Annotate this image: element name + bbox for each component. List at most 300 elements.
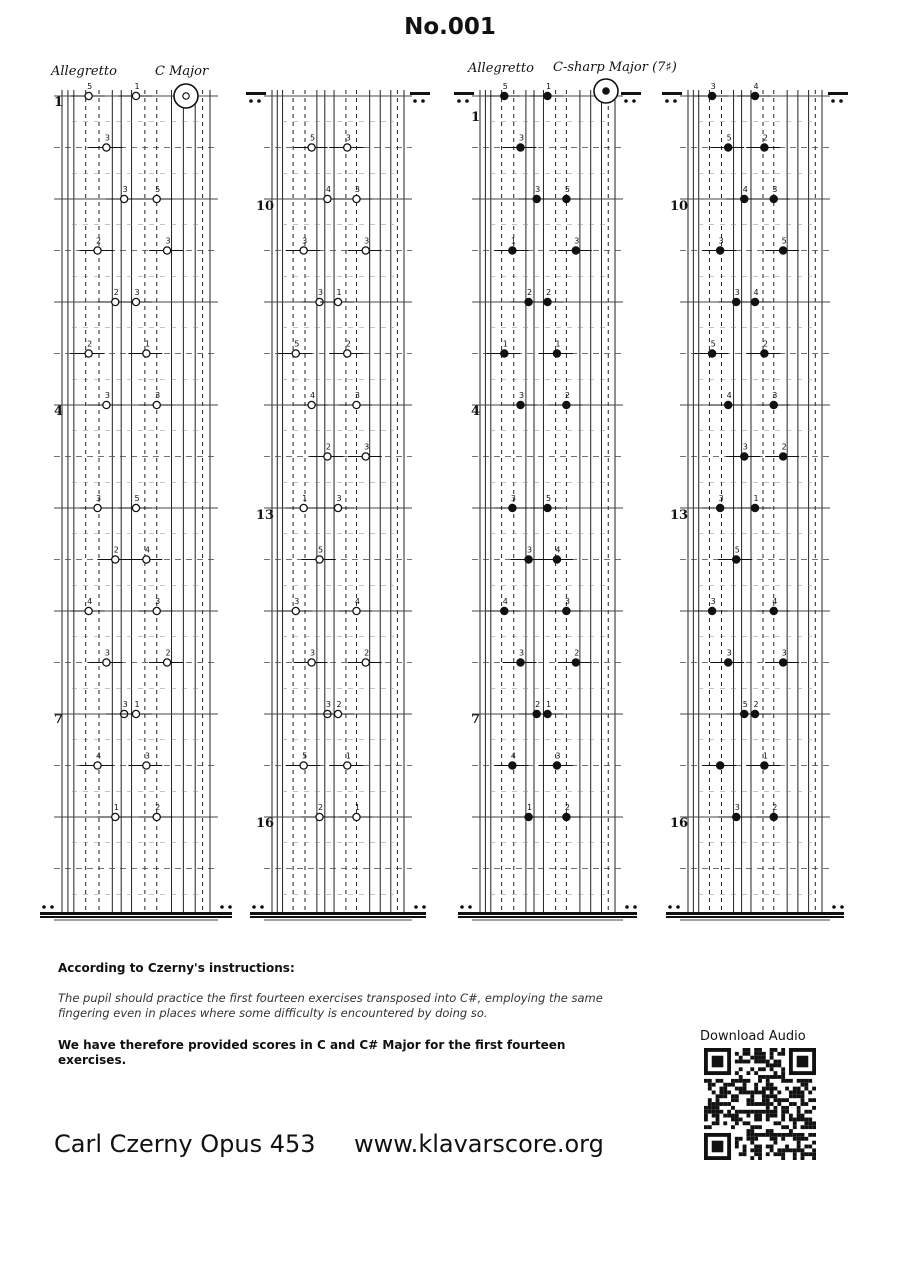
fingering-number: 2: [545, 288, 552, 297]
final-barline: [666, 916, 844, 918]
black-note: [572, 659, 579, 666]
fingering-number: 3: [364, 236, 370, 246]
fingering-number: 1: [144, 339, 150, 349]
repeat-dot: [457, 99, 461, 103]
final-barline: [458, 912, 637, 915]
black-note: [725, 401, 732, 408]
qr-module: [735, 1121, 739, 1125]
fingering-number: 3: [122, 185, 128, 194]
fingering-number: 5: [134, 494, 140, 503]
qr-module: [743, 1110, 747, 1114]
qr-module: [774, 1133, 778, 1137]
qr-module: [766, 1118, 770, 1122]
qr-module: [758, 1110, 762, 1114]
page-title: No.001: [404, 14, 496, 40]
black-note: [733, 556, 740, 563]
white-note: [344, 762, 351, 769]
qr-module: [704, 1125, 708, 1129]
final-barline: [40, 916, 232, 918]
qr-module: [797, 1137, 801, 1141]
black-note: [517, 401, 524, 408]
qr-module: [754, 1060, 758, 1064]
black-note: [741, 195, 748, 202]
key-label-csharp: C-sharp Major (7♯): [553, 60, 677, 75]
qr-module: [797, 1110, 801, 1114]
white-note: [163, 247, 170, 254]
qr-module: [808, 1125, 812, 1129]
qr-module: [712, 1102, 716, 1106]
qr-module: [762, 1052, 766, 1056]
fingering-number: 3: [574, 236, 580, 246]
qr-module: [766, 1098, 770, 1102]
qr-module: [770, 1083, 774, 1087]
qr-module: [746, 1121, 750, 1125]
qr-module: [777, 1060, 781, 1064]
fingering-number: 1: [545, 82, 552, 91]
fingering-number: 4: [753, 288, 759, 297]
white-note: [94, 247, 101, 254]
fingering-number: 5: [310, 133, 316, 143]
instructions-heading: According to Czerny's instructions:: [58, 961, 295, 975]
qr-module: [789, 1094, 793, 1098]
fingering-number: 4: [354, 597, 361, 606]
fingering-number: 2: [564, 391, 570, 400]
fingering-number: 5: [564, 185, 570, 194]
qr-module: [735, 1071, 739, 1075]
fingering-number: 1: [555, 339, 561, 349]
measure-number: 1: [54, 95, 64, 110]
qr-module: [716, 1114, 720, 1118]
qr-module: [743, 1145, 747, 1149]
fingering-number: 5: [317, 545, 324, 555]
qr-finder: [704, 1133, 708, 1160]
qr-module: [781, 1098, 785, 1102]
qr-module: [801, 1125, 805, 1129]
white-note: [153, 813, 160, 820]
qr-module: [739, 1087, 743, 1091]
fingering-number: 2: [753, 700, 759, 709]
fingering-number: 3: [710, 82, 716, 91]
fingering-number: 3: [718, 494, 724, 503]
qr-module: [743, 1079, 747, 1083]
qr-module: [731, 1118, 735, 1122]
qr-module: [766, 1087, 770, 1091]
qr-module: [808, 1090, 812, 1094]
qr-module: [750, 1133, 754, 1137]
repeat-dot: [460, 905, 464, 909]
fingering-number: 2: [781, 442, 787, 452]
fingering-number: 3: [354, 391, 361, 400]
qr-module: [789, 1114, 793, 1118]
fingering-number: 3: [781, 648, 787, 658]
qr-module: [770, 1110, 774, 1114]
repeat-dot: [832, 905, 836, 909]
white-note: [334, 504, 341, 511]
qr-finder: [704, 1048, 708, 1075]
repeat-dot: [633, 905, 637, 909]
fingering-number: 5: [294, 339, 300, 349]
qr-module: [804, 1087, 808, 1091]
qr-module: [801, 1152, 805, 1156]
qr-module: [708, 1106, 712, 1110]
qr-module: [793, 1121, 797, 1125]
qr-module: [781, 1048, 785, 1052]
qr-module: [758, 1114, 762, 1118]
qr-module: [754, 1083, 758, 1087]
qr-module: [785, 1098, 789, 1102]
qr-module: [785, 1133, 789, 1137]
qr-module: [797, 1141, 801, 1145]
black-note: [780, 247, 787, 254]
fingering-number: 3: [742, 442, 748, 452]
qr-module: [743, 1083, 747, 1087]
qr-module: [812, 1121, 816, 1125]
fingering-number: 3: [564, 597, 570, 606]
qr-module: [793, 1152, 797, 1156]
fingering-number: 2: [325, 442, 331, 452]
repeat-dot: [468, 905, 472, 909]
qr-module: [762, 1056, 766, 1060]
qr-module: [712, 1114, 716, 1118]
qr-module: [812, 1133, 816, 1137]
qr-module: [758, 1152, 762, 1156]
fingering-number: 1: [545, 700, 552, 709]
qr-module: [712, 1090, 716, 1094]
repeat-dot: [257, 99, 261, 103]
white-note: [103, 401, 110, 408]
qr-module: [727, 1110, 731, 1114]
qr-module: [777, 1121, 781, 1125]
qr-module: [735, 1114, 739, 1118]
qr-module: [801, 1133, 805, 1137]
repeat-bar: [246, 92, 266, 95]
black-note: [525, 813, 532, 820]
qr-code[interactable]: [704, 1048, 816, 1160]
black-note: [725, 144, 732, 151]
qr-module: [746, 1098, 750, 1102]
qr-module: [781, 1075, 785, 1079]
qr-module: [731, 1083, 735, 1087]
white-note: [344, 350, 351, 357]
white-note: [94, 504, 101, 511]
footer-composer: Carl Czerny Opus 453: [54, 1130, 316, 1158]
black-note: [709, 350, 716, 357]
fingering-number: 3: [310, 648, 316, 658]
qr-module: [804, 1152, 808, 1156]
fingering-number: 3: [734, 288, 740, 297]
repeat-dot: [673, 99, 677, 103]
qr-module: [770, 1145, 774, 1149]
qr-module: [739, 1152, 743, 1156]
fingering-number: 2: [564, 803, 570, 812]
qr-module: [716, 1094, 720, 1098]
qr-module: [804, 1145, 808, 1149]
qr-module: [723, 1102, 727, 1106]
white-note: [153, 401, 160, 408]
fingering-number: 4: [87, 597, 93, 606]
fingering-number: 4: [144, 545, 150, 555]
qr-module: [797, 1148, 801, 1152]
fingering-number: 4: [555, 545, 561, 555]
qr-module: [812, 1148, 816, 1152]
fingering-number: 2: [527, 288, 533, 297]
qr-finder: [704, 1133, 731, 1137]
qr-module: [746, 1052, 750, 1056]
qr-module: [704, 1110, 708, 1114]
fingering-number: 4: [310, 391, 316, 400]
qr-module: [746, 1114, 750, 1118]
qr-module: [774, 1048, 778, 1052]
repeat-bar: [410, 92, 430, 95]
qr-module: [735, 1087, 739, 1091]
qr-module: [754, 1048, 758, 1052]
white-note: [300, 762, 307, 769]
fingering-number: 4: [726, 391, 732, 400]
qr-module: [754, 1114, 758, 1118]
qr-module: [804, 1079, 808, 1083]
qr-module: [762, 1087, 766, 1091]
qr-module: [758, 1125, 762, 1129]
fingering-number: 2: [155, 803, 161, 812]
white-note: [103, 659, 110, 666]
measure-number: 16: [670, 816, 689, 831]
qr-module: [797, 1087, 801, 1091]
black-note: [509, 504, 516, 511]
black-note: [544, 710, 551, 717]
white-note: [121, 195, 128, 202]
qr-module: [766, 1114, 770, 1118]
qr-module: [735, 1098, 739, 1102]
white-note: [153, 195, 160, 202]
qr-module: [797, 1079, 801, 1083]
repeat-dot: [839, 99, 843, 103]
white-note: [300, 247, 307, 254]
qr-module: [777, 1063, 781, 1067]
qr-module: [797, 1094, 801, 1098]
qr-module: [758, 1060, 762, 1064]
fingering-number: 2: [535, 700, 541, 709]
qr-module: [758, 1118, 762, 1122]
black-note: [544, 92, 551, 99]
white-note: [132, 298, 139, 305]
fingering-number: 2: [762, 339, 768, 349]
qr-module: [774, 1075, 778, 1079]
qr-module: [789, 1090, 793, 1094]
repeat-dot: [422, 905, 426, 909]
fingering-number: 1: [510, 236, 516, 246]
white-note: [353, 813, 360, 820]
white-note: [103, 144, 110, 151]
qr-module: [793, 1137, 797, 1141]
qr-module: [727, 1083, 731, 1087]
fingering-number: 2: [336, 700, 342, 709]
fingering-number: 2: [345, 339, 351, 349]
fingering-number: 2: [772, 803, 778, 812]
qr-module: [777, 1075, 781, 1079]
qr-module: [743, 1052, 747, 1056]
qr-module: [762, 1102, 766, 1106]
white-note: [153, 607, 160, 614]
measure-number: 10: [256, 199, 275, 214]
qr-module: [789, 1079, 793, 1083]
white-note: [324, 453, 331, 460]
qr-module: [723, 1121, 727, 1125]
white-note: [308, 659, 315, 666]
qr-module: [750, 1056, 754, 1060]
white-note: [344, 144, 351, 151]
qr-module: [770, 1075, 774, 1079]
fingering-number: 2: [364, 648, 370, 658]
qr-module: [758, 1148, 762, 1152]
qr-module: [781, 1148, 785, 1152]
qr-module: [793, 1148, 797, 1152]
black-note: [770, 813, 777, 820]
qr-module: [781, 1079, 785, 1083]
white-note: [112, 813, 119, 820]
instructions-bold-text: We have therefore provided scores in C and C# Major for the first fourteen exercises.: [58, 1038, 566, 1067]
qr-finder: [704, 1048, 731, 1052]
fingering-number: 1: [345, 751, 351, 761]
qr-module: [735, 1145, 739, 1149]
qr-module: [766, 1079, 770, 1083]
qr-module: [774, 1087, 778, 1091]
qr-module: [712, 1106, 716, 1110]
fingering-number: 3: [726, 648, 732, 658]
fingering-number: 1: [527, 803, 533, 812]
qr-module: [746, 1137, 750, 1141]
qr-module: [754, 1090, 758, 1094]
footer-website-link[interactable]: www.klavarscore.org: [354, 1130, 604, 1158]
qr-module: [781, 1052, 785, 1056]
qr-module: [743, 1060, 747, 1064]
qr-module: [754, 1148, 758, 1152]
qr-module: [708, 1102, 712, 1106]
white-note: [362, 247, 369, 254]
qr-module: [804, 1137, 808, 1141]
fingering-number: 3: [510, 494, 516, 503]
repeat-dot: [624, 99, 628, 103]
qr-finder: [789, 1048, 793, 1075]
qr-module: [770, 1090, 774, 1094]
fingering-number: 5: [710, 339, 716, 349]
fingering-number: 2: [165, 648, 171, 658]
qr-module: [758, 1056, 762, 1060]
qr-module: [789, 1102, 793, 1106]
qr-module: [731, 1079, 735, 1083]
qr-module: [770, 1148, 774, 1152]
repeat-dot: [42, 905, 46, 909]
qr-module: [804, 1125, 808, 1129]
qr-module: [735, 1060, 739, 1064]
fingering-number: 4: [510, 751, 516, 761]
qr-module: [754, 1137, 758, 1141]
qr-module: [766, 1145, 770, 1149]
white-note: [132, 504, 139, 511]
qr-module: [804, 1083, 808, 1087]
qr-module: [774, 1060, 778, 1064]
qr-module: [731, 1094, 735, 1098]
fingering-number: 5: [155, 185, 161, 194]
key-label-c: C Major: [155, 64, 209, 79]
qr-module: [723, 1114, 727, 1118]
qr-module: [808, 1079, 812, 1083]
qr-module: [758, 1052, 762, 1056]
fingering-number: 2: [113, 288, 119, 297]
measure-number: 13: [256, 508, 275, 523]
qr-module: [785, 1087, 789, 1091]
repeat-bar: [621, 92, 641, 95]
repeat-bar: [454, 92, 474, 95]
qr-module: [716, 1106, 720, 1110]
fingering-number: 4: [772, 597, 778, 606]
qr-module: [719, 1110, 723, 1114]
qr-module: [754, 1056, 758, 1060]
white-note: [324, 195, 331, 202]
fingering-number: 1: [762, 751, 768, 761]
qr-module: [789, 1129, 793, 1133]
repeat-dot: [421, 99, 425, 103]
qr-module: [774, 1137, 778, 1141]
qr-module: [739, 1075, 743, 1079]
fingering-number: 3: [555, 751, 561, 761]
white-note: [316, 556, 323, 563]
black-note: [770, 195, 777, 202]
fingering-number: 1: [502, 339, 508, 349]
black-note: [544, 504, 551, 511]
qr-module: [727, 1114, 731, 1118]
fingering-number: 3: [527, 545, 533, 555]
qr-module: [750, 1156, 754, 1160]
black-note: [761, 144, 768, 151]
fingering-number: 1: [336, 288, 342, 297]
qr-module: [735, 1137, 739, 1141]
qr-module: [762, 1060, 766, 1064]
black-note: [553, 556, 560, 563]
qr-module: [704, 1118, 708, 1122]
white-note: [94, 762, 101, 769]
qr-finder: [727, 1133, 731, 1160]
qr-module: [781, 1106, 785, 1110]
qr-module: [712, 1083, 716, 1087]
qr-finder: [704, 1156, 731, 1160]
repeat-dot: [625, 905, 629, 909]
qr-module: [789, 1148, 793, 1152]
fingering-number: 1: [134, 700, 140, 709]
fingering-number: 3: [302, 236, 308, 246]
fingering-number: 3: [710, 597, 716, 606]
qr-module: [735, 1052, 739, 1056]
black-note: [553, 762, 560, 769]
qr-module: [716, 1102, 720, 1106]
fingering-number: 5: [734, 545, 740, 555]
qr-module: [793, 1125, 797, 1129]
repeat-dot: [668, 905, 672, 909]
qr-module: [750, 1137, 754, 1141]
measure-number: 1: [471, 110, 481, 125]
qr-module: [774, 1098, 778, 1102]
qr-module: [777, 1152, 781, 1156]
qr-module: [746, 1133, 750, 1137]
qr-module: [712, 1110, 716, 1114]
qr-module: [708, 1125, 712, 1129]
qr-module: [808, 1121, 812, 1125]
black-note: [717, 504, 724, 511]
qr-module: [754, 1118, 758, 1122]
repeat-dot: [840, 905, 844, 909]
qr-module: [804, 1118, 808, 1122]
qr-module: [785, 1110, 789, 1114]
white-note: [132, 92, 139, 99]
